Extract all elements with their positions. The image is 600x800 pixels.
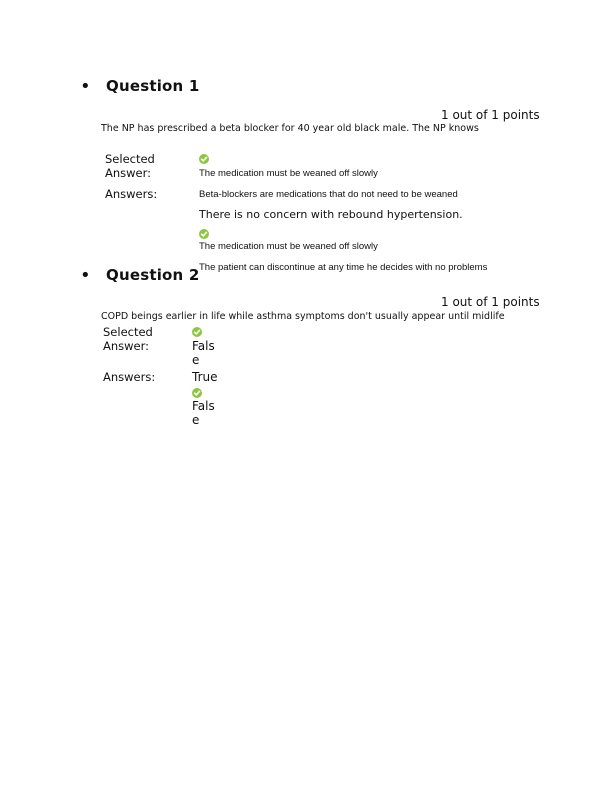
selected-answer-label-cont: Answer: — [105, 166, 152, 180]
question-text: The NP has prescribed a beta blocker for 40 year old black male. The NP knows — [101, 123, 479, 134]
selected-answer: The medication must be weaned off slowly — [199, 168, 378, 179]
checkmark-circle-icon — [192, 388, 202, 398]
list-bullet: • — [80, 76, 91, 97]
answers-label: Answers: — [105, 187, 158, 201]
selected-answer-label: Selected — [105, 152, 155, 166]
selected-answer-label: Selected — [103, 325, 153, 339]
selected-answer-label-cont: Answer: — [103, 339, 150, 353]
question-title: Question 1 — [106, 77, 200, 95]
question-text: COPD beings earlier in life while asthma symptoms don't usually appear until midlife — [101, 311, 505, 322]
checkmark-circle-icon — [192, 327, 202, 337]
question-title: Question 2 — [106, 266, 200, 284]
answer-option-correct: The medication must be weaned off slowly — [199, 241, 378, 252]
checkmark-circle-icon — [199, 229, 209, 239]
question-points: 1 out of 1 points — [441, 295, 540, 309]
answer-option-correct: False — [192, 399, 215, 427]
answer-option: True — [192, 370, 218, 384]
answer-option: Beta-blockers are medications that do not need to be weaned — [199, 189, 458, 200]
checkmark-circle-icon — [199, 154, 209, 164]
question-points: 1 out of 1 points — [441, 108, 540, 122]
selected-answer: False — [192, 339, 215, 367]
answer-option: There is no concern with rebound hypertension. — [199, 208, 463, 221]
list-bullet: • — [80, 265, 91, 286]
answers-label: Answers: — [103, 370, 156, 384]
answer-option: The patient can discontinue at any time he decides with no problems — [199, 262, 488, 273]
